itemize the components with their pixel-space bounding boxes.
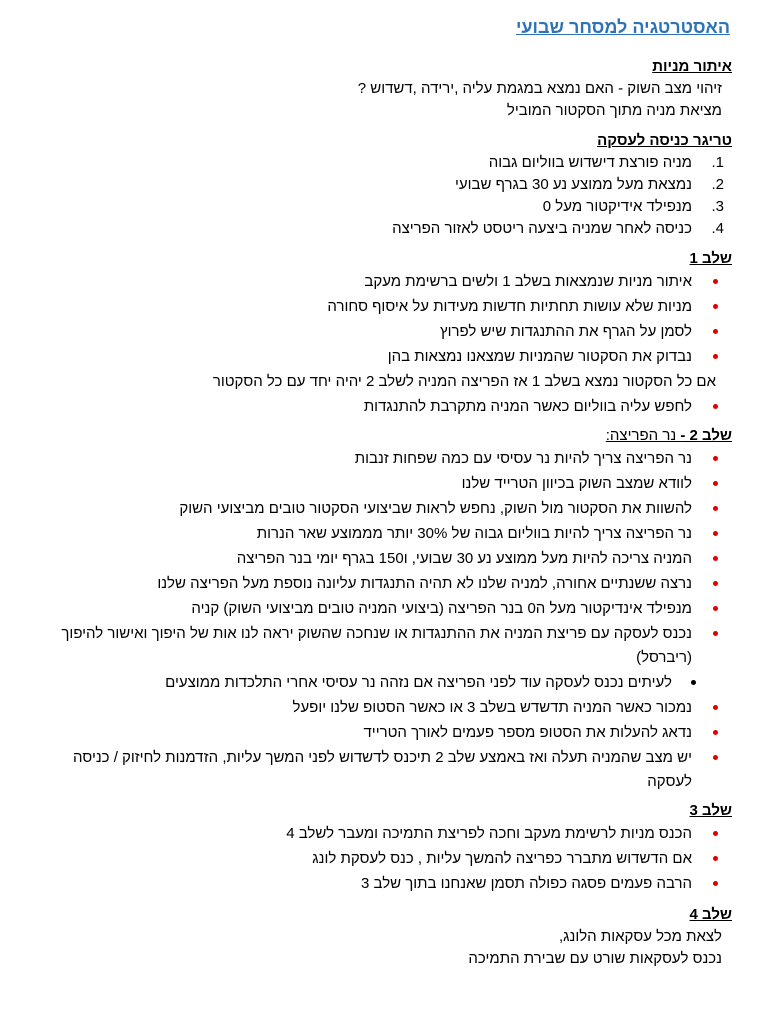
paragraph-line: נכנס לעסקאות שורט עם שבירת התמיכה bbox=[468, 950, 722, 967]
bullet-list bbox=[32, 822, 732, 896]
section-heading bbox=[32, 425, 732, 447]
bullet-dot-icon bbox=[691, 680, 696, 685]
paragraph-line: זיהוי מצב השוק - האם נמצא במגמת עליה ,ירידה ,דשדוש ? bbox=[357, 80, 722, 97]
section-step-4 bbox=[32, 904, 732, 970]
item-text: נר הפריצה צריך להיות בווליום גבוה של 30% יותר מממוצע שאר הנרות bbox=[256, 525, 692, 542]
section-heading: שלב 1 bbox=[689, 250, 732, 267]
bullet-list bbox=[32, 447, 732, 794]
list-item bbox=[32, 547, 732, 571]
list-item bbox=[32, 447, 732, 471]
bullet-dot-icon bbox=[713, 279, 718, 284]
item-text: מניות שלא עושות תחתיות חדשות מעידות על איסוף סחורה bbox=[327, 298, 692, 315]
bullet-dot-icon bbox=[713, 730, 718, 735]
section-heading: שלב 4 bbox=[689, 906, 732, 923]
paragraph-line: לצאת מכל עסקאות הלונג, bbox=[558, 928, 722, 945]
section-step-2 bbox=[32, 425, 732, 794]
bullet-dot-icon bbox=[713, 755, 718, 760]
item-text: לוודא שמצב השוק בכיוון הטרייד שלנו bbox=[461, 475, 692, 492]
section-step-1 bbox=[32, 248, 732, 419]
list-item bbox=[32, 872, 732, 896]
list-item bbox=[32, 295, 732, 319]
item-text: מנפילד אינדיקטור מעל ה0 בנר הפריצה (ביצועי המניה טובים מביצועי השוק) קניה bbox=[191, 600, 692, 617]
item-text: אם כל הסקטור נמצא בשלב 1 אז הפריצה המניה לשלב 2 יהיה יחד עם כל הסקטור bbox=[212, 373, 716, 390]
item-text: מנפילד אידיקטור מעל 0 bbox=[542, 198, 692, 215]
paragraph-line: מציאת מניה מתוך הסקטור המוביל bbox=[506, 102, 722, 119]
item-text: נבדוק את הסקטור שהמניות שמצאנו נמצאות בהן bbox=[387, 348, 692, 365]
bullet-dot-icon bbox=[713, 506, 718, 511]
section-step-3 bbox=[32, 800, 732, 896]
list-item bbox=[32, 622, 732, 670]
item-text: הכנס מניות לרשימת מעקב וחכה לפריצת התמיכה ומעבר לשלב 4 bbox=[286, 825, 692, 842]
list-item bbox=[32, 320, 732, 344]
list-item bbox=[32, 597, 732, 621]
list-item bbox=[32, 218, 732, 240]
item-text: המניה צריכה להיות מעל ממוצע נע 30 שבועי, ו150 בגרף יומי בנר הפריצה bbox=[236, 550, 692, 567]
item-text: לסמן על הגרף את ההתנגדות שיש לפרוץ bbox=[440, 323, 692, 340]
item-number: 1. bbox=[711, 154, 724, 171]
item-number: 2. bbox=[711, 176, 724, 193]
list-item bbox=[32, 721, 732, 745]
heading-suffix: נר הפריצה: bbox=[605, 427, 681, 444]
item-text: יש מצב שהמניה תעלה ואז באמצע שלב 2 תיכנס לדשדוש לפני המשך עליות, הזדמנות לחיזוק / כניסה לעסקה bbox=[73, 749, 692, 790]
section-heading: שלב 3 bbox=[689, 802, 732, 819]
section-heading: איתור מניות bbox=[652, 58, 732, 75]
list-item bbox=[32, 522, 732, 546]
item-text: נכנס לעסקה עם פריצת המניה את ההתנגדות או שנחכה שהשוק יראה לנו אות של היפוך ואישור להיפוך (ריברסל) bbox=[61, 625, 692, 666]
item-text: נרצה ששנתיים אחורה, למניה שלנו לא תהיה התנגדות עליונה נוספת מעל הפריצה שלנו bbox=[157, 575, 692, 592]
numbered-list bbox=[32, 152, 732, 240]
list-item bbox=[32, 572, 732, 596]
item-number: 3. bbox=[711, 198, 724, 215]
bullet-dot-icon bbox=[713, 556, 718, 561]
list-item bbox=[32, 174, 732, 196]
bullet-dot-icon bbox=[713, 581, 718, 586]
section-entry-trigger bbox=[32, 130, 732, 240]
list-item bbox=[32, 746, 732, 794]
bullet-dot-icon bbox=[713, 705, 718, 710]
document-title: האסטרטגיה למסחר שבועי bbox=[515, 17, 730, 37]
list-item bbox=[32, 497, 732, 521]
document bbox=[32, 14, 732, 976]
item-text: נמכור כאשר המניה תדשדש בשלב 3 או כאשר הסטופ שלנו יופעל bbox=[292, 699, 692, 716]
list-item bbox=[32, 395, 732, 419]
list-item bbox=[32, 696, 732, 720]
item-text: כניסה לאחר שמניה ביצעה ריטסט לאזור הפריצה bbox=[392, 220, 692, 237]
item-text: נדאג להעלות את הסטופ מספר פעמים לאורך הטרייד bbox=[363, 724, 692, 741]
list-item bbox=[32, 847, 732, 871]
item-number: 4. bbox=[711, 220, 724, 237]
heading-text: שלב 2 - bbox=[680, 427, 732, 444]
bullet-dot-icon bbox=[713, 354, 718, 359]
item-text: נמצאת מעל ממוצע נע 30 בגרף שבועי bbox=[455, 176, 692, 193]
list-item bbox=[32, 822, 732, 846]
bullet-list bbox=[32, 270, 732, 419]
bullet-dot-icon bbox=[713, 631, 718, 636]
bullet-dot-icon bbox=[713, 481, 718, 486]
item-text: מניה פורצת דישדוש בווליום גבוה bbox=[488, 154, 692, 171]
item-text: נר הפריצה צריך להיות נר עסיסי עם כמה שפחות זנבות bbox=[354, 450, 692, 467]
bullet-dot-icon bbox=[713, 329, 718, 334]
bullet-dot-icon bbox=[713, 856, 718, 861]
item-text: להשוות את הסקטור מול השוק, נחפש לראות שביצועי הסקטור טובים מביצועי השוק bbox=[179, 500, 692, 517]
list-item bbox=[32, 270, 732, 294]
list-item bbox=[32, 472, 732, 496]
item-text: לחפש עליה בווליום כאשר המניה מתקרבת להתנגדות bbox=[363, 398, 692, 415]
item-text: איתור מניות שנמצאות בשלב 1 ולשים ברשימת מעקב bbox=[364, 273, 692, 290]
bullet-dot-icon bbox=[713, 456, 718, 461]
item-text: לעיתים נכנס לעסקה עוד לפני הפריצה אם נזהה נר עסיסי אחרי התלכדות ממוצעים bbox=[165, 674, 672, 691]
bullet-dot-icon bbox=[713, 304, 718, 309]
section-stock-identification bbox=[32, 56, 732, 122]
bullet-dot-icon bbox=[713, 606, 718, 611]
item-text: הרבה פעמים פסגה כפולה תסמן שאנחנו בתוך שלב 3 bbox=[361, 875, 692, 892]
list-item bbox=[32, 345, 732, 369]
list-note bbox=[32, 370, 732, 394]
item-text: אם הדשדוש מתברר כפריצה להמשך עליות , כנס לעסקת לונג bbox=[312, 850, 692, 867]
bullet-dot-icon bbox=[713, 831, 718, 836]
list-item bbox=[32, 152, 732, 174]
bullet-dot-icon bbox=[713, 881, 718, 886]
bullet-dot-icon bbox=[713, 404, 718, 409]
list-item bbox=[32, 671, 732, 695]
list-item bbox=[32, 196, 732, 218]
bullet-dot-icon bbox=[713, 531, 718, 536]
section-heading: טריגר כניסה לעסקה bbox=[597, 132, 732, 149]
